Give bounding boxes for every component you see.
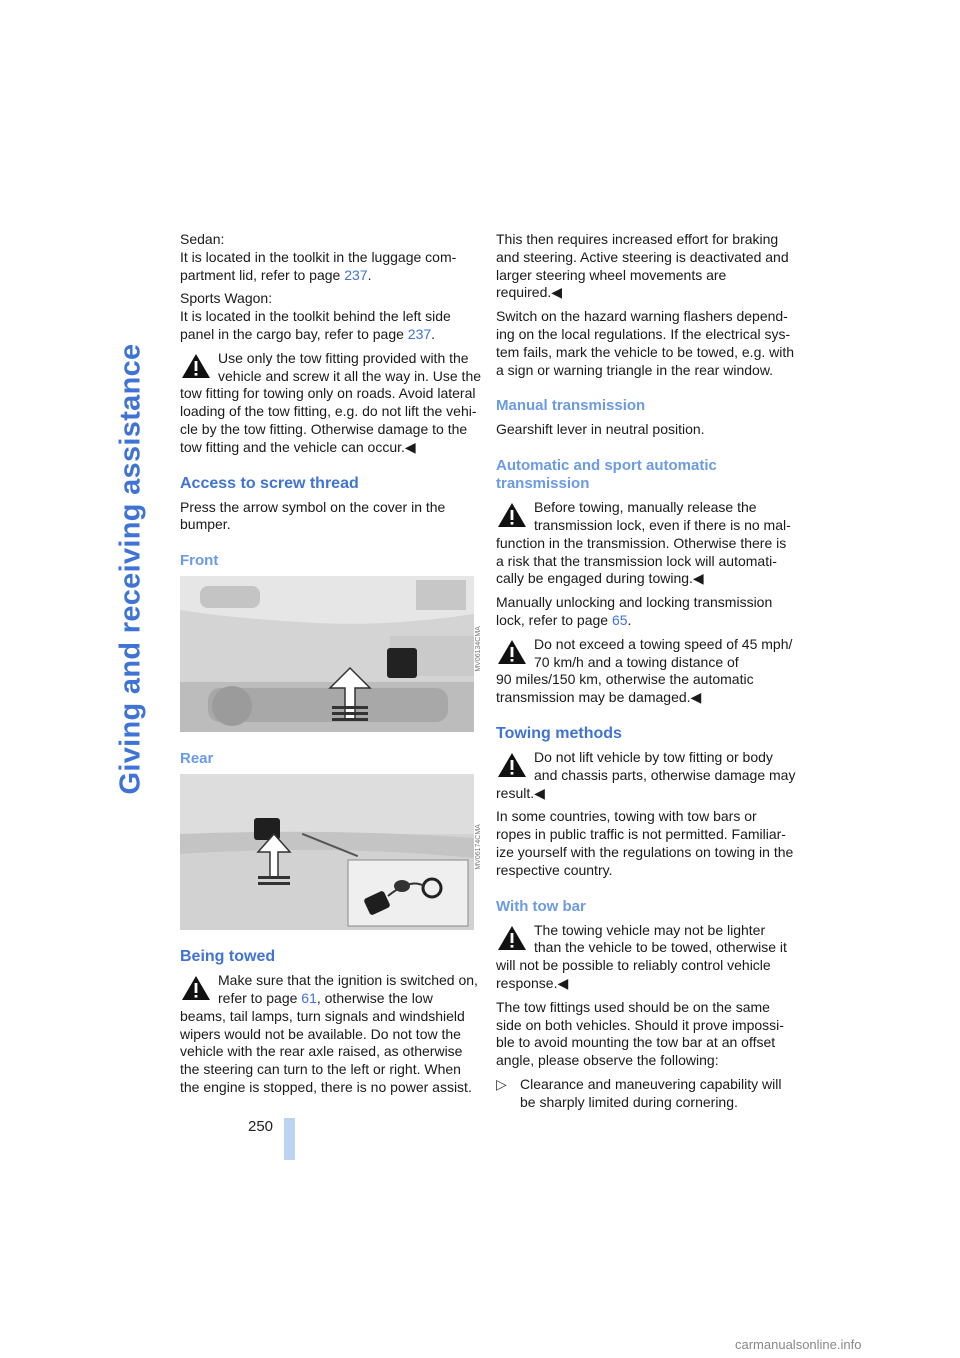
bullet-arrow-icon: ▷ — [496, 1075, 507, 1092]
heading-front: Front — [180, 552, 219, 570]
rear-bumper-figure — [180, 774, 483, 930]
unlock-paragraph: Manually unlocking and locking transmission lock, refer to page 65. — [496, 594, 773, 628]
warning-lift-vehicle: Do not lift vehicle by tow fitting or body and chassis parts, otherwise damage may result.◀ — [496, 748, 796, 801]
wagon-paragraph: Sports Wagon: It is located in the toolkit behind the left side panel in the cargo bay, refer to page 237. — [180, 290, 451, 342]
warning-triangle-icon — [180, 352, 212, 380]
hazard-paragraph: Switch on the hazard warning flashers depend- ing on the local regulations. If the electrical sys- tem fails, mark the vehicle to be towed, e.g. with a sign or warning triangle in the rear window. — [496, 308, 795, 378]
warning-triangle-icon — [180, 974, 212, 1002]
warning-transmission-lock: Before towing, manually release the transmission lock, even if there is no mal- function in the transmission. Otherwise there is a risk that the transmission lock will automati- cally be engaged during towing.◀ — [496, 499, 791, 587]
warning-triangle-icon — [496, 638, 528, 666]
warning-tow-fitting: Use only the tow fitting provided with the vehicle and screw it all the way in. Use the tow fitting for towing only on roads. Avoid lateral loading of the tow fitting, e.g. do not lift the vehi- cle by the tow fitting. Otherwise damage to the tow fitting and the vehicle can occur.◀ — [180, 349, 482, 455]
heading-manual-transmission: Manual transmission — [496, 397, 646, 415]
page-link-61[interactable]: 61 — [301, 989, 317, 1006]
right-column — [496, 231, 796, 1111]
heading-being-towed: Being towed — [180, 948, 276, 966]
fittings-paragraph: The tow fittings used should be on the same side on both vehicles. Should it prove impossi- ble to avoid mounting the tow bar at an offset angle, please observe the following: — [496, 998, 784, 1069]
heading-with-tow-bar: With tow bar — [496, 897, 586, 915]
steering-paragraph: This then requires increased effort for braking and steering. Active steering is deactivated and larger steering wheel movements are required.◀ — [496, 231, 789, 301]
list-item: ▷ Clearance and maneuvering capability will be sharply limited during cornering. — [496, 1075, 782, 1110]
sedan-paragraph: Sedan: It is located in the toolkit in the luggage com- partment lid, refer to page 237. — [180, 231, 457, 283]
figure-code: MV06134CMA — [475, 626, 483, 672]
warning-towing-speed: Do not exceed a towing speed of 45 mph/ 70 km/h and a towing distance of 90 miles/150 km, otherwise the automatic transmission may be damaged.◀ — [496, 635, 793, 706]
rear-bumper-illustration — [180, 774, 474, 930]
side-section-title: Giving and receiving assistance — [114, 343, 147, 795]
front-bumper-illustration — [180, 576, 474, 732]
heading-access: Access to screw thread — [180, 474, 359, 492]
countries-paragraph: In some countries, towing with tow bars or ropes in public traffic is not permitted. Familiar- ize yourself with the regulations on towing in the respective country. — [496, 808, 794, 878]
left-column — [180, 231, 483, 1103]
warning-triangle-icon — [496, 924, 528, 952]
front-bumper-figure — [180, 576, 483, 732]
warning-triangle-icon — [496, 501, 528, 529]
footer-watermark: carmanualsonline.info — [735, 1337, 862, 1352]
page-link-65[interactable]: 65 — [611, 611, 628, 628]
manual-paragraph: Gearshift lever in neutral position. — [496, 421, 705, 438]
access-paragraph: Press the arrow symbol on the cover in the bumper. — [180, 498, 446, 533]
page-link-237[interactable]: 237 — [344, 266, 368, 283]
heading-towing-methods: Towing methods — [496, 724, 622, 742]
heading-rear: Rear — [180, 750, 214, 768]
page-link-237[interactable]: 237 — [407, 325, 432, 342]
warning-towing-vehicle: The towing vehicle may not be lighter than the vehicle to be towed, otherwise it will not be possible to reliably control vehicle response.◀ — [496, 921, 787, 991]
page-marker-bar — [284, 1118, 295, 1160]
warning-ignition: Make sure that the ignition is switched on, refer to page 61, otherwise the low beams, tail lamps, turn signals and windshield wipers would not be available. Do not tow the vehicle with the rear axle raised, as otherwise the steering can turn to the left or right. When the engine is stopped, there is no power assist. — [180, 972, 478, 1095]
page-number: 250 — [248, 1118, 274, 1135]
warning-triangle-icon — [496, 751, 528, 779]
figure-code: MV06174CMA — [475, 824, 483, 870]
heading-automatic-transmission: Automatic and sport automatic transmission — [496, 457, 717, 493]
